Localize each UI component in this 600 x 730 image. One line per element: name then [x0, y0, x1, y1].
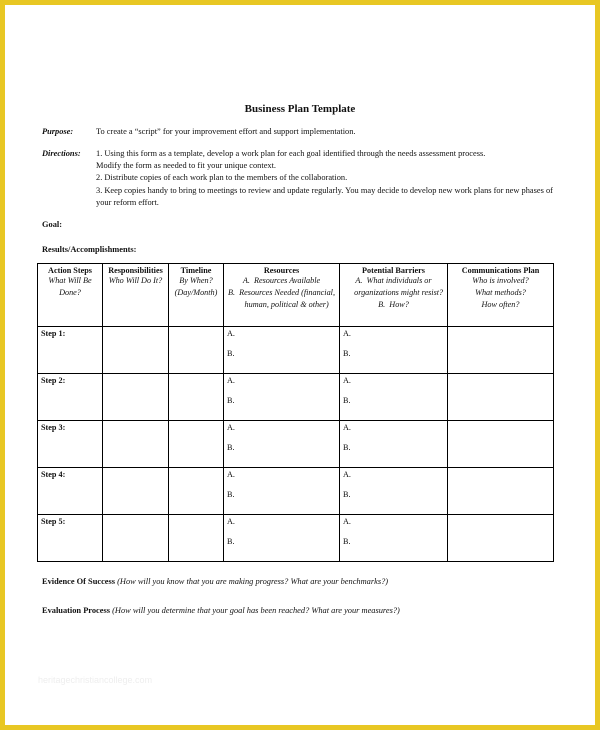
header-timeline: Timeline By When? (Day/Month)	[169, 264, 224, 327]
table-row	[38, 374, 554, 421]
barriers-cell[interactable]: A. B.	[340, 421, 448, 468]
header-communications-plan: Communications Plan Who is involved? What methods? How often?	[448, 264, 554, 327]
evaluation-label: Evaluation Process	[42, 606, 111, 615]
resources-cell[interactable]: A. B.	[224, 421, 340, 468]
purpose-text: To create a “script” for your improvement effort and support implementation.	[96, 127, 356, 136]
directions-line-5: your reform effort.	[96, 198, 159, 207]
purpose-label: Purpose:	[42, 127, 74, 136]
resources-cell[interactable]: A. B.	[224, 327, 340, 374]
evidence-label: Evidence Of Success	[42, 577, 116, 586]
directions-line-3: 2. Distribute copies of each work plan to the members of the collaboration.	[96, 173, 348, 182]
timeline-cell[interactable]	[169, 468, 224, 515]
header-action-steps: Action Steps What Will Be Done?	[38, 264, 103, 327]
communications-cell[interactable]	[448, 374, 554, 421]
goal-label: Goal:	[42, 220, 63, 229]
communications-cell[interactable]	[448, 327, 554, 374]
directions-line-4: 3. Keep copies handy to bring to meetings to review and update regularly. You may decide to develop new work plans for new phases of	[96, 186, 553, 195]
responsibilities-cell[interactable]	[103, 421, 169, 468]
responsibilities-cell[interactable]	[103, 374, 169, 421]
header-responsibilities: Responsibilities Who Will Do It?	[103, 264, 169, 327]
timeline-cell[interactable]	[169, 374, 224, 421]
resources-cell[interactable]: A. B.	[224, 515, 340, 562]
responsibilities-cell[interactable]	[103, 468, 169, 515]
barriers-cell[interactable]: A. B.	[340, 374, 448, 421]
timeline-cell[interactable]	[169, 421, 224, 468]
watermark: heritagechristiancollege.com	[38, 675, 153, 685]
evidence-of-success	[42, 577, 388, 586]
directions-label: Directions:	[42, 149, 81, 158]
table-row	[38, 468, 554, 515]
header-resources: Resources A. Resources Available B. Resources Needed (financial, human, political & other)	[224, 264, 340, 327]
communications-cell[interactable]	[448, 515, 554, 562]
table-row	[38, 515, 554, 562]
communications-cell[interactable]	[448, 468, 554, 515]
directions-line-1: 1. Using this form as a template, develop a work plan for each goal identified through the needs assessment process.	[96, 149, 486, 158]
step-label: Step 5:	[38, 515, 103, 562]
evaluation-process	[42, 606, 400, 615]
step-label: Step 2:	[38, 374, 103, 421]
step-label: Step 1:	[38, 327, 103, 374]
table-header-row	[38, 264, 554, 327]
table-row	[38, 421, 554, 468]
step-label: Step 3:	[38, 421, 103, 468]
timeline-cell[interactable]	[169, 515, 224, 562]
responsibilities-cell[interactable]	[103, 327, 169, 374]
results-label: Results/Accomplishments:	[42, 245, 137, 254]
resources-cell[interactable]: A. B.	[224, 374, 340, 421]
barriers-cell[interactable]: A. B.	[340, 327, 448, 374]
step-label: Step 4:	[38, 468, 103, 515]
table-row	[38, 327, 554, 374]
barriers-cell[interactable]: A. B.	[340, 468, 448, 515]
header-potential-barriers: Potential Barriers A. What individuals or organizations might resist? B. How?	[340, 264, 448, 327]
work-plan-table	[37, 263, 554, 562]
communications-cell[interactable]	[448, 421, 554, 468]
responsibilities-cell[interactable]	[103, 515, 169, 562]
resources-cell[interactable]: A. B.	[224, 468, 340, 515]
barriers-cell[interactable]: A. B.	[340, 515, 448, 562]
evidence-text: (How will you know that you are making progress? What are your benchmarks?)	[115, 577, 389, 586]
evaluation-text: (How will you determine that your goal has been reached? What are your measures?)	[110, 606, 400, 615]
document-title: Business Plan Template	[244, 103, 356, 115]
timeline-cell[interactable]	[169, 327, 224, 374]
directions-line-2: Modify the form as needed to fit your unique context.	[96, 161, 277, 170]
